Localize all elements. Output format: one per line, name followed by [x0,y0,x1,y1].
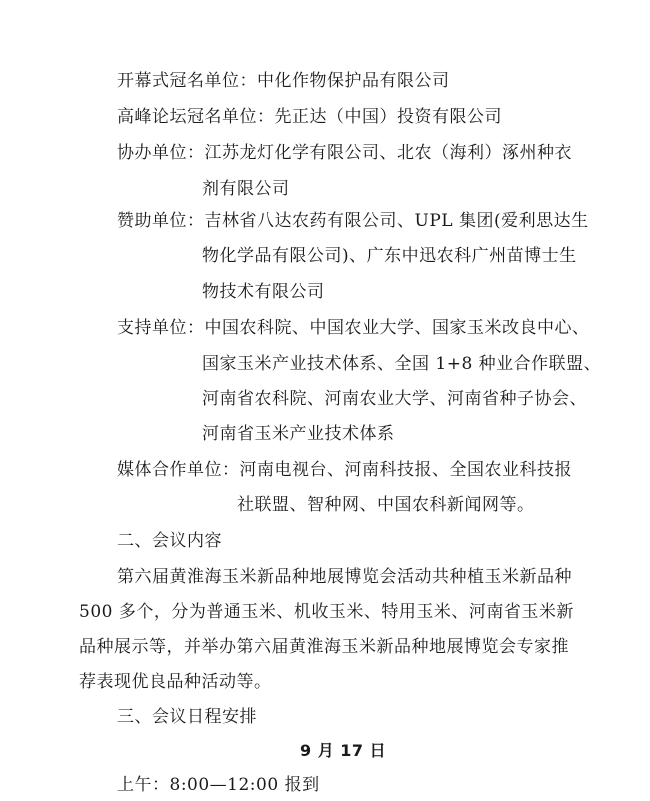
section-2-heading: 二、会议内容 [117,531,222,551]
section-3-heading: 三、会议日程安排 [117,707,257,727]
co-organizers-line-1: 协办单位：江苏龙灯化学有限公司、北农（海利）涿州种衣 [117,143,572,163]
schedule-line: 上午：8:00—12:00 报到 [117,775,320,795]
media-line-2: 社联盟、智种网、中国农科新闻网等。 [237,495,535,515]
supporters-line-3: 河南省农科院、河南农业大学、河南省种子协会、 [202,389,587,409]
supporters-line-1: 支持单位：中国农科院、中国农业大学、国家玉米改良中心、 [117,318,590,338]
paragraph-line-4: 荐表现优良品种活动等。 [79,672,272,692]
paragraph-line-3: 品种展示等，并举办第六届黄淮海玉米新品种地展博览会专家推 [79,637,569,657]
forum-sponsor: 高峰论坛冠名单位：先正达（中国）投资有限公司 [117,107,502,127]
supporters-line-2: 国家玉米产业技术体系、全国 1+8 种业合作联盟、 [202,354,602,374]
supporters-line-4: 河南省玉米产业技术体系 [202,424,395,444]
co-organizers-line-2: 剂有限公司 [202,179,290,199]
opening-sponsor: 开幕式冠名单位：中化作物保护品有限公司 [117,71,450,91]
media-line-1: 媒体合作单位：河南电视台、河南科技报、全国农业科技报 [117,460,572,480]
sponsors-line-2: 物化学品有限公司)、广东中迅农科广州苗博士生 [202,246,577,266]
sponsors-line-3: 物技术有限公司 [202,282,325,302]
paragraph-line-1: 第六届黄淮海玉米新品种地展博览会活动共种植玉米新品种 [117,567,572,587]
sponsors-line-1: 赞助单位：吉林省八达农药有限公司、UPL 集团(爱利思达生 [117,211,589,231]
paragraph-line-2: 500 多个，分为普通玉米、机收玉米、特用玉米、河南省玉米新 [79,602,574,622]
schedule-date: 9 月 17 日 [300,741,387,760]
